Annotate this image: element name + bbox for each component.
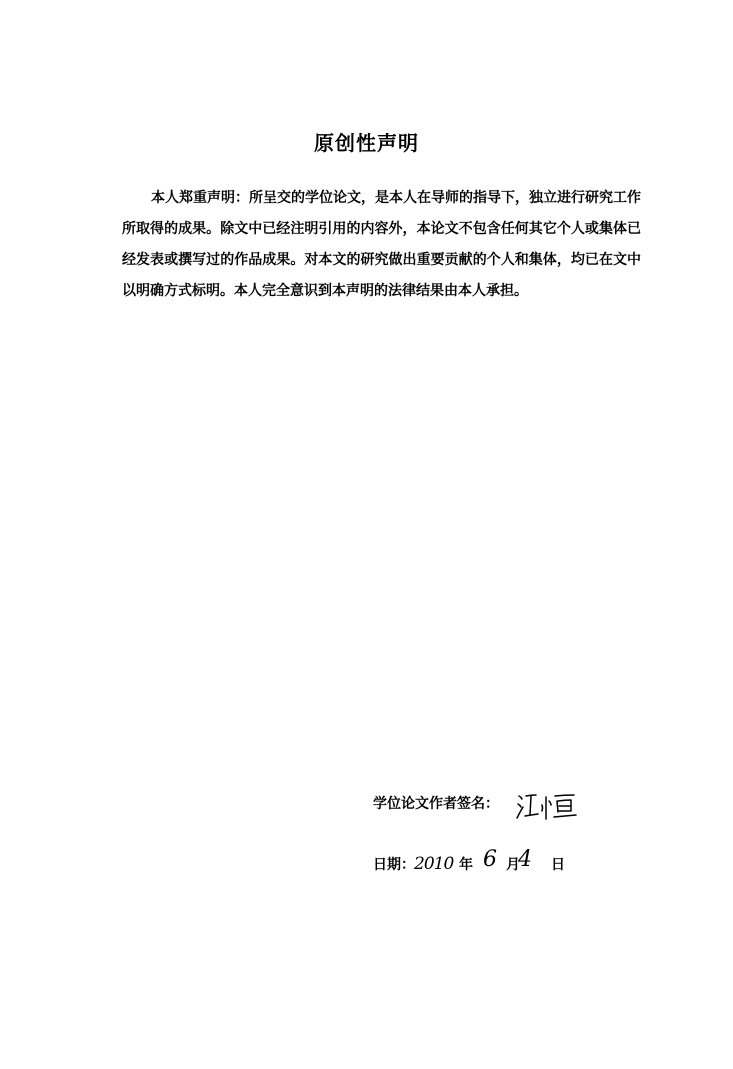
date-label: 日期： [373, 857, 415, 873]
date-month: 6 [483, 847, 497, 872]
date-row [373, 849, 673, 881]
date-year: 2010 [414, 854, 454, 874]
date-year-unit: 年 [459, 857, 473, 873]
date-month-unit: 月 [506, 857, 520, 873]
signature-label: 学位论文作者签名： [373, 796, 499, 812]
declaration-text [122, 183, 641, 307]
declaration-body: 本人郑重声明：所呈交的学位论文，是本人在导师的指导下，独立进行研究工作所取得的成果。除文中已经注明引用的内容外，本论文不包含任何其它个人或集体已经发表或撰写过的作品成果。对本文的研究做出重要贡献的个人和集体，均已在文中以明确方式标明。本人完全意识到本声明的法律结果由本人承担。 [122, 190, 641, 299]
signature-row [373, 790, 673, 824]
date-day: 4 [518, 847, 532, 872]
handwritten-signature [515, 790, 585, 824]
date-day-unit: 日 [551, 857, 565, 873]
page-title: 原创性声明 [314, 131, 419, 155]
